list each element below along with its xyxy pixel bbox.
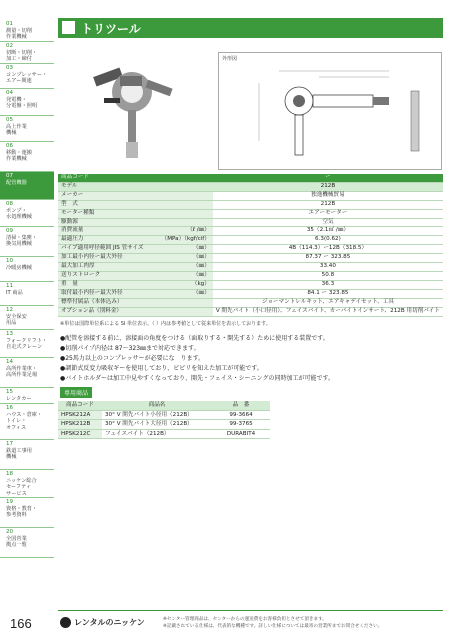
sidebar-item-number: 07: [6, 173, 13, 179]
spec-value: 84.1 ー 323.85: [213, 289, 443, 298]
spec-key: 取付最小内径ー最大外径: [58, 289, 159, 298]
sidebar-item: [0, 404, 54, 440]
sidebar-item: [0, 172, 54, 200]
sidebar-item-label: 安全保安 用品: [6, 314, 27, 327]
spec-value: 212B: [213, 200, 443, 209]
spec-row: [58, 271, 443, 280]
sidebar-item-label: 発電機・ 分電盤・照明: [6, 97, 38, 110]
product-col-header: 品 番: [212, 401, 270, 410]
logo-text: レンタルのニッケン: [74, 618, 145, 627]
spec-value: 50.8: [213, 271, 443, 280]
spec-unit: （㎜）: [159, 245, 213, 254]
sidebar-item: [0, 498, 54, 528]
product-name: フェイスバイト（212B）: [102, 429, 212, 439]
product-name: 30° V 開先バイト大径用（212B）: [102, 420, 212, 430]
sidebar-item: [0, 116, 54, 142]
sidebar-item: [0, 200, 54, 227]
page-number: 166: [10, 616, 32, 631]
product-part-number: 99-3664: [212, 410, 270, 420]
spec-unit: （MPa）（kgf/cif）: [159, 236, 213, 245]
sidebar-item-label: ニッケン総合 セーフティ サービス: [6, 478, 37, 497]
spec-key: 型 式: [58, 200, 159, 209]
sidebar-item: [0, 227, 54, 257]
sidebar-item-number: 10: [6, 258, 13, 264]
sidebar-item-number: 14: [6, 359, 13, 365]
spec-row: [58, 289, 443, 298]
sidebar-item: [0, 142, 54, 172]
sidebar-item: [0, 388, 54, 404]
sidebar-item-label: 移動・運搬 作業機械: [6, 150, 32, 163]
spec-key: 商品コード: [58, 174, 213, 182]
sidebar-item-number: 12: [6, 307, 13, 313]
sidebar-item-label: ポンプ・ 水処理機械: [6, 208, 32, 221]
footer-divider: [58, 610, 443, 611]
sidebar-item-number: 13: [6, 331, 13, 337]
spec-row: [58, 280, 443, 289]
spec-key: メーカー: [58, 191, 159, 200]
product-part-number: 99-3765: [212, 420, 270, 430]
product-code: HPSK212C: [58, 429, 102, 439]
spec-key: 駆動源: [58, 218, 159, 227]
sidebar-item-number: 17: [6, 441, 13, 447]
spec-key: 最大加工肉厚: [58, 263, 159, 272]
sidebar-item-number: 04: [6, 90, 13, 96]
product-table: [58, 401, 270, 439]
spec-row: [58, 307, 443, 316]
spec-unit: （kg）: [159, 280, 213, 289]
spec-key: モーター種類: [58, 209, 159, 218]
spec-header-row: [58, 174, 443, 182]
spec-unit: （㎜）: [159, 263, 213, 272]
spec-unit: [159, 200, 213, 209]
sidebar-item-number: 15: [6, 389, 13, 395]
spec-model-row: [58, 182, 443, 191]
spec-row: [58, 245, 443, 254]
footer-note: ※センター管理商品は、センターからの運送費をお客様負担とさせて頂きます。: [163, 617, 327, 622]
sidebar-item-number: 09: [6, 228, 13, 234]
spec-unit: （㎜）: [159, 254, 213, 263]
spec-row: [58, 191, 443, 200]
sidebar-item-label: 測量・切削 作業機械: [6, 28, 32, 41]
footer-notes: [163, 616, 443, 630]
sidebar-item-label: 全国営業 拠点一覧: [6, 536, 27, 549]
sidebar-item: [0, 470, 54, 498]
spec-row: [58, 200, 443, 209]
feature-item: ●バイトホルダーは加工中見やすくなっており、開先・フェイス・シーニングの同時加工が可能です。: [60, 375, 335, 382]
spec-row: [58, 254, 443, 263]
feature-item: ●25馬力以上のコンプレッサーが必要にな ります。: [60, 355, 205, 362]
spec-row: [58, 236, 443, 245]
spec-value: 35（2.1㎥ /㎜）: [213, 227, 443, 236]
sidebar-item-label: 配管機器: [6, 180, 27, 186]
sidebar-item-label: レンタカー: [6, 396, 32, 402]
sidebar: [0, 0, 54, 644]
sidebar-item-number: 19: [6, 499, 13, 505]
spec-row: [58, 298, 443, 307]
product-row: [58, 420, 270, 430]
sidebar-item-number: 01: [6, 21, 13, 27]
spec-row: [58, 218, 443, 227]
unit-note: ※単位は国際単位系による SI 単位表示。（ ）内は参考値として従来単位を表示しております。: [60, 321, 271, 327]
sidebar-item: [0, 306, 54, 330]
spec-row: [58, 263, 443, 272]
spec-unit: [159, 209, 213, 218]
spec-key: 加工最小内径ー最大外径: [58, 254, 159, 263]
spec-row: [58, 209, 443, 218]
dimension-drawing: [218, 52, 442, 170]
spec-value: 4B（114.3）ー12B（318.5）: [213, 245, 443, 254]
sidebar-item-label: IT 商品: [6, 290, 23, 296]
product-part-number: DURABIT4: [212, 429, 270, 439]
sidebar-item-label: 鉄道工事用 機械: [6, 448, 32, 461]
sidebar-item-label: 切断・切削・ 加工・締付: [6, 50, 38, 63]
sidebar-item-number: 08: [6, 201, 13, 207]
product-name: 30° V 開先バイト小径用（212B）: [102, 410, 212, 420]
logo-mark-icon: [60, 617, 71, 628]
sidebar-item-number: 16: [6, 405, 13, 411]
spec-value: 6.3(0.62): [213, 236, 443, 245]
feature-item: ●配管を溶接する前に、溶接面の角度をつける（面取りする・開先する）ために使用する装置です。: [60, 335, 329, 342]
spec-value: V 開先バイト（小口径用）、フェイスバイト、カーバイトインサート、212B 用切削バイト: [213, 307, 443, 316]
sidebar-item-number: 20: [6, 529, 13, 535]
spec-value: 212B: [213, 182, 443, 191]
exclusive-products-badge: 専用商品: [60, 387, 92, 398]
sidebar-item-number: 06: [6, 143, 13, 149]
feature-list: [60, 334, 440, 384]
spec-unit: [159, 307, 213, 316]
spec-unit: [159, 191, 213, 200]
page-header: [58, 18, 443, 38]
sidebar-item: [0, 282, 54, 306]
spec-row: [58, 227, 443, 236]
sidebar-item-number: 18: [6, 471, 13, 477]
sidebar-item-number: 03: [6, 65, 13, 71]
spec-value: エアーモーター: [213, 209, 443, 218]
spec-key: 最適圧力: [58, 236, 159, 245]
spec-unit: （ℓ /㎜）: [159, 227, 213, 236]
sidebar-item: [0, 64, 54, 89]
product-col-header: 商品名: [102, 401, 212, 410]
product-header-row: [58, 401, 270, 410]
feature-item: ●調節式反変力吸収ギーを使用しており、ビビリを知えた加工が可能です。: [60, 365, 263, 372]
sidebar-item-label: ハウス・倉庫・ トイレ・ オフィス: [6, 412, 43, 431]
header-square-icon: [62, 21, 75, 34]
spec-value: 独逸機械貿易: [213, 191, 443, 200]
spec-value: 空気: [213, 218, 443, 227]
sidebar-item-number: 11: [6, 283, 13, 289]
sidebar-item: [0, 330, 54, 358]
product-row: [58, 429, 270, 439]
sidebar-item-label: 高所作業車・ 高所作業足場: [6, 366, 38, 379]
spec-key: 重 量: [58, 280, 159, 289]
page-title: トリツール: [81, 22, 141, 36]
product-code: HPSK212B: [58, 420, 102, 430]
sidebar-item: [0, 89, 54, 116]
footer-note: ※記載されている仕様は、代表的な機種です。詳しい仕様については最寄の営業所までお問合せください。: [163, 624, 383, 629]
figure-label: 外形図: [222, 56, 238, 62]
sidebar-item: [0, 42, 54, 64]
sidebar-item-label: 冷暖房機械: [6, 265, 32, 271]
spec-key: 送りストローク: [58, 271, 159, 280]
product-code: HPSK212A: [58, 410, 102, 420]
product-photo: [84, 58, 180, 162]
sidebar-item: [0, 440, 54, 470]
spec-value: 36.3: [213, 280, 443, 289]
spec-value: 33.40: [213, 263, 443, 272]
sidebar-item: [0, 528, 54, 558]
spec-key: パイプ適用呼径範囲 JIS 管サイズ: [58, 245, 159, 254]
spec-key: 消費流量: [58, 227, 159, 236]
feature-item: ●切削パイプ内径は 87〜323㎜まで対応できます。: [60, 345, 200, 352]
sidebar-item-label: フォークリフト・ 自走式クレーン: [6, 338, 48, 351]
spec-unit: [159, 298, 213, 307]
sidebar-item-label: コンプレッサー・ エアー関連: [6, 72, 48, 85]
sidebar-item-label: 清掃・集塵・ 換気用機械: [6, 235, 38, 248]
spec-unit: [159, 218, 213, 227]
sidebar-item: [0, 257, 54, 282]
sidebar-item-label: 資格・教育・ 参考資料: [6, 506, 38, 519]
sidebar-item-label: 高上作業 機械: [6, 124, 27, 137]
spec-value: ー: [213, 174, 443, 182]
spec-key: オプション品（別料金）: [58, 307, 159, 316]
spec-unit: （㎜）: [159, 271, 213, 280]
sidebar-item: [0, 20, 54, 42]
sidebar-item-number: 05: [6, 117, 13, 123]
company-logo: [60, 617, 145, 628]
spec-key: 標準付属品（本体込み）: [58, 298, 159, 307]
product-row: [58, 410, 270, 420]
sidebar-item: [0, 358, 54, 388]
spec-table: [58, 174, 443, 317]
sidebar-item-number: 02: [6, 43, 13, 49]
spec-key: モデル: [58, 182, 213, 191]
spec-unit: （㎜）: [159, 289, 213, 298]
product-col-header: 商品コード: [58, 401, 102, 410]
outline-drawing: [219, 61, 441, 171]
spec-value: 87.37 ー 323.85: [213, 254, 443, 263]
spec-value: ジョーマントレルキット、エアキャデイセット、工具: [213, 298, 443, 307]
